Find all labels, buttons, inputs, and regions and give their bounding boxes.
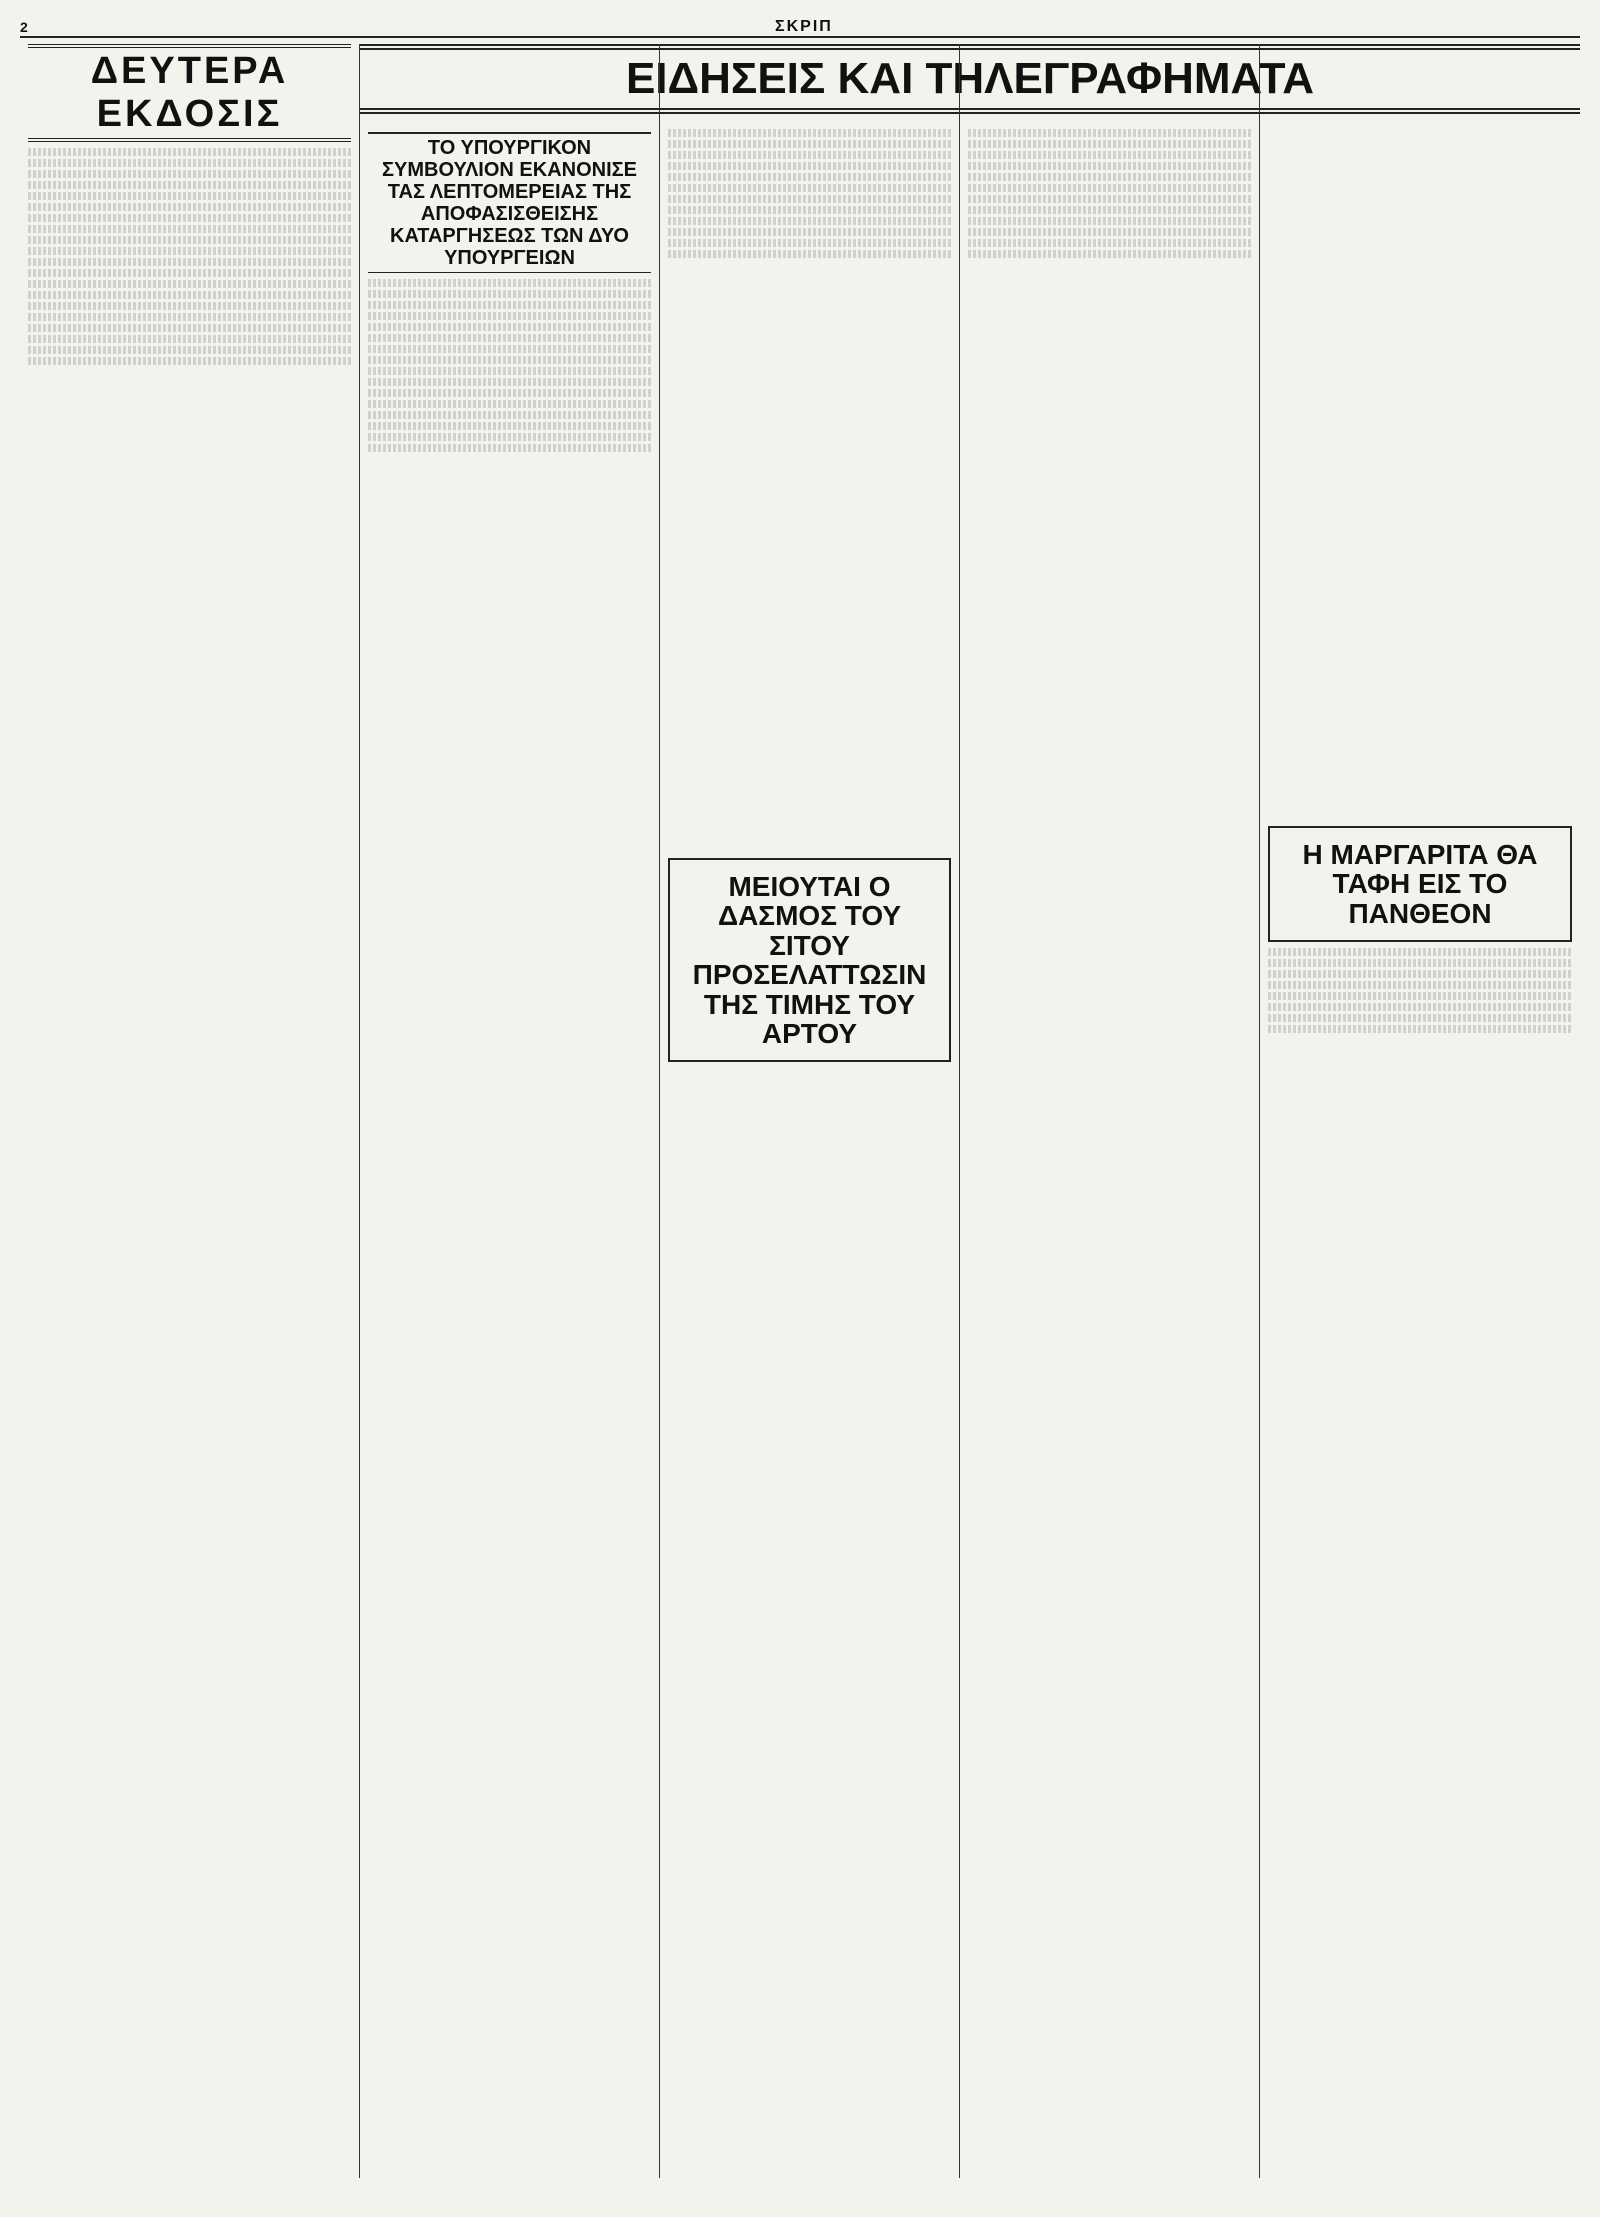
column-1 [20, 44, 360, 2178]
edition-kicker: ΔΕΥΤΕΡΑ ΕΚΔΟΣΙΣ [28, 44, 351, 142]
page-header [20, 18, 1580, 38]
column-2 [360, 44, 660, 2178]
page-number: 2 [20, 19, 28, 35]
column-3 [660, 44, 960, 2178]
column-5-body [1268, 948, 1572, 1033]
newspaper-page [20, 18, 1580, 2178]
headline-box-right [1268, 826, 1572, 942]
main-banner: ΕΙΔΗΣΕΙΣ ΚΑΙ ΤΗΛΕΓΡΑΦΗΜΑΤΑ [360, 44, 1580, 114]
headline-right: Η ΜΑΡΓΑΡΙΤΑ ΘΑ ΤΑΦΗ ΕΙΣ ΤΟ ΠΑΝΘΕΟΝ [1302, 839, 1538, 929]
column-3-body [668, 129, 951, 258]
column-2-body [368, 279, 651, 452]
headline-main: ΤΟ ΥΠΟΥΡΓΙΚΟΝ ΣΥΜΒΟΥΛΙΟΝ ΕΚΑΝΟΝΙΣΕ ΤΑΣ ΛΕΠΤΟΜΕΡΕΙΑΣ ΤΗΣ ΑΠΟΦΑΣΙΣΘΕΙΣΗΣ ΚΑΤΑΡΓΗΣΕΩΣ ΤΩΝ ΔΥΟ ΥΠΟΥΡΓΕΙΩΝ [368, 132, 651, 273]
masthead: ΣΚΡΙΠ [774, 18, 833, 35]
column-4 [960, 44, 1260, 2178]
headline-mid: ΜΕΙΟΥΤΑΙ Ο ΔΑΣΜΟΣ ΤΟΥ ΣΙΤΟΥ ΠΡΟΣΕΛΑΤΤΩΣΙΝ ΤΗΣ ΤΙΜΗΣ ΤΟΥ ΑΡΤΟΥ [692, 871, 927, 1049]
headline-box-mid [668, 858, 951, 1062]
columns [20, 44, 1580, 2178]
column-4-body [968, 129, 1251, 258]
column-5 [1260, 44, 1580, 2178]
column-1-body [28, 148, 351, 365]
